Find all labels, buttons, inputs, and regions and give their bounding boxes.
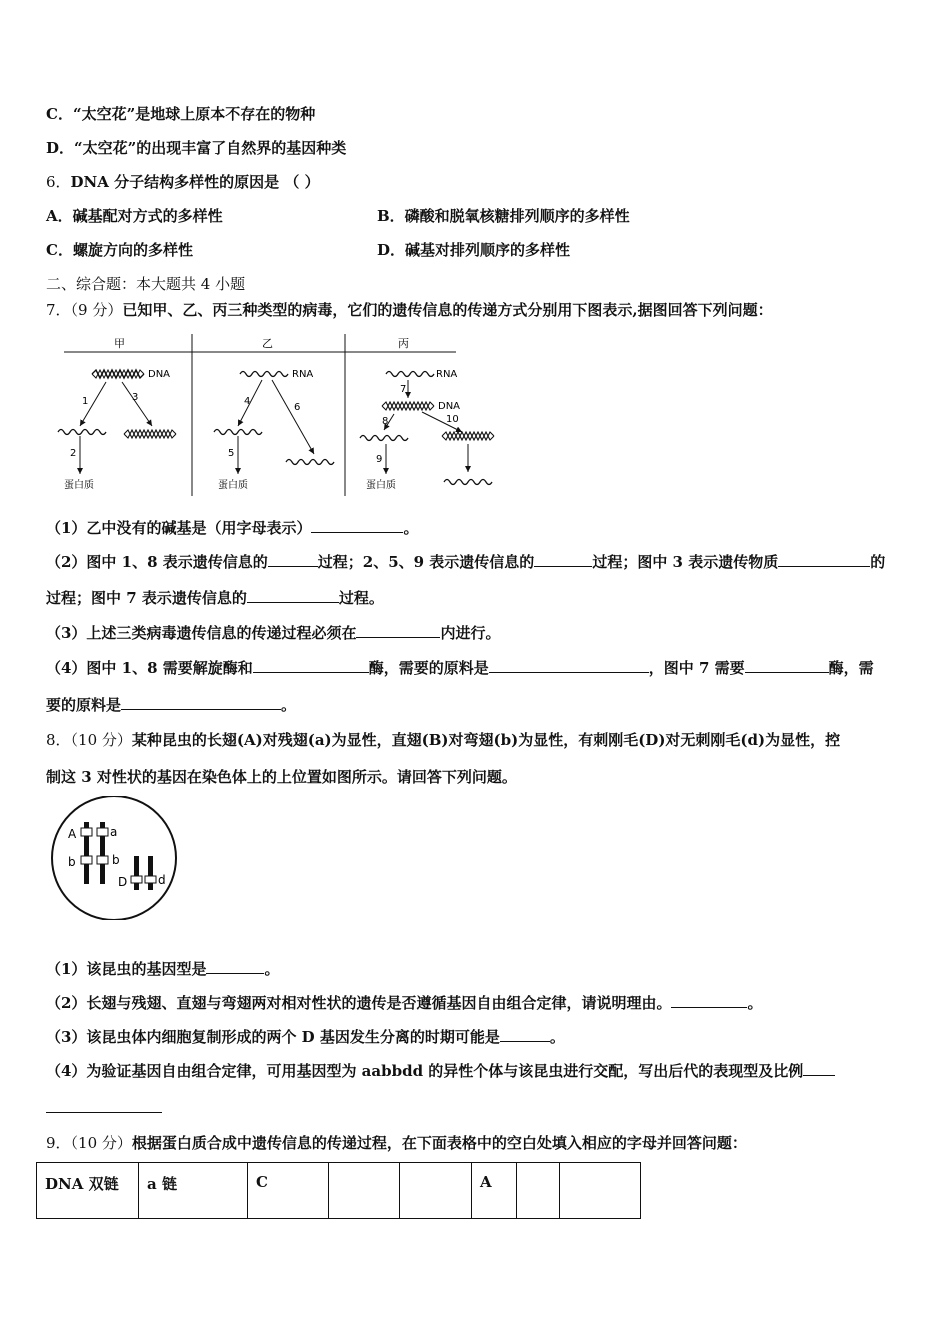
gene-b-right: b: [112, 853, 120, 867]
q7-sub-4: （4）图中 1、8 需要解旋酶和 酶，需要的原料是 ，图中 7 需要 酶，需: [46, 659, 874, 677]
jia-protein-label: 蛋白质: [64, 480, 94, 491]
yi-arrow-6: [272, 380, 314, 454]
q8-number: 8．: [46, 731, 71, 749]
q8-stem: 8．（10 分）某种昆虫的长翅(A)对残翅(a)为显性，直翅(B)对弯翅(b)为显性，有刺刚毛(D)对无刺刚毛(d)为显性，控: [46, 731, 841, 749]
table-cell: A: [472, 1163, 517, 1219]
bing-dna-strand: [382, 402, 434, 410]
q5-option-d: D．“太空花”的出现丰富了自然界的基因种类: [46, 139, 347, 157]
answer-blank[interactable]: [803, 1061, 835, 1076]
q6-option-d: D．碱基对排列顺序的多样性: [377, 241, 571, 259]
bing-rna-copy: [444, 480, 492, 485]
answer-blank-cont[interactable]: [46, 1098, 162, 1113]
chromosome-4: [148, 856, 153, 890]
table-row: [37, 1163, 641, 1219]
table-cell: a 链: [139, 1163, 248, 1219]
col-label-bing: 丙: [398, 337, 409, 350]
q9-stem: 9．（10 分）根据蛋白质合成中遗传信息的传递过程，在下面表格中的空白处填入相应的字母并回答问题：: [46, 1134, 747, 1152]
answer-blank[interactable]: [745, 658, 829, 673]
q9-table: [36, 1162, 641, 1219]
table-cell: C: [248, 1163, 329, 1219]
q7-sub-2: （2）图中 1、8 表示遗传信息的 过程；2、5、9 表示遗传信息的 过程；图中 3 表示遗传物质 的: [46, 553, 886, 571]
answer-blank[interactable]: [489, 658, 649, 673]
q7-virus-diagram: [50, 330, 500, 500]
answer-blank[interactable]: [356, 623, 440, 638]
q8-stem-cont: 制这 3 对性状的基因在染色体上的上位置如图所示。请回答下列问题。: [46, 768, 517, 786]
yi-num-4: 4: [244, 396, 251, 407]
chromosome-3: [134, 856, 139, 890]
bing-num-9: 9: [376, 454, 383, 465]
q6-option-a: A．碱基配对方式的多样性: [46, 207, 223, 225]
yi-num-5: 5: [228, 448, 235, 459]
yi-rna-copy: [286, 460, 334, 465]
section-heading: 二、综合题：本大题共 4 小题: [46, 275, 246, 293]
answer-blank[interactable]: [206, 959, 264, 974]
bing-rna-label: RNA: [436, 369, 458, 380]
bing-num-7: 7: [400, 384, 407, 395]
answer-blank[interactable]: [268, 552, 318, 567]
table-cell: DNA 双链: [37, 1163, 139, 1219]
bing-num-8: 8: [382, 416, 389, 427]
bing-rna-strand: [386, 372, 434, 377]
q5-option-c: C．“太空花”是地球上原本不存在的物种: [46, 105, 316, 123]
q6-stem: [46, 171, 320, 192]
q7-score: （9 分）: [70, 301, 123, 319]
table-cell[interactable]: [329, 1163, 400, 1219]
table-cell[interactable]: [517, 1163, 560, 1219]
answer-blank[interactable]: [534, 552, 592, 567]
q6-number: 6．: [46, 173, 71, 191]
table-cell[interactable]: [560, 1163, 641, 1219]
q8-chromosome-figure: [48, 796, 182, 920]
jia-dna-copy: [124, 430, 176, 438]
answer-blank[interactable]: [253, 658, 369, 673]
yi-protein-label: 蛋白质: [218, 480, 248, 491]
q7-sub-2-cont: 过程；图中 7 表示遗传信息的 过程。: [46, 589, 384, 607]
jia-dna-label: DNA: [148, 369, 171, 380]
q8-sub-4: （4）为验证基因自由组合定律，可用基因型为 aabbdd 的异性个体与该昆虫进行交配，写出后代的表现型及比例: [46, 1060, 835, 1081]
gene-d: d: [158, 873, 166, 887]
q9-number: 9．: [46, 1134, 71, 1152]
q6-stem-text: DNA 分子结构多样性的原因是 （ ）: [70, 173, 320, 191]
bing-dna-label: DNA: [438, 401, 461, 412]
bing-mrna-strand: [360, 436, 408, 441]
q7-sub-1: （1）乙中没有的碱基是（用字母表示） 。: [46, 519, 419, 537]
jia-num-3: 3: [132, 392, 139, 403]
answer-blank[interactable]: [671, 993, 747, 1008]
gene-a: a: [110, 825, 118, 839]
jia-num-1: 1: [82, 396, 89, 407]
gene-A: A: [68, 827, 77, 841]
q6-option-b: B．磷酸和脱氧核糖排列顺序的多样性: [377, 207, 630, 225]
yi-num-6: 6: [294, 402, 301, 413]
jia-arrow-3: [122, 382, 152, 426]
answer-blank[interactable]: [121, 695, 281, 710]
answer-blank[interactable]: [311, 518, 403, 533]
answer-blank[interactable]: [500, 1027, 550, 1042]
q8-sub-3: （3）该昆虫体内细胞复制形成的两个 D 基因发生分离的时期可能是 。: [46, 1028, 565, 1046]
table-cell[interactable]: [400, 1163, 472, 1219]
bing-dna-copy: [442, 432, 494, 440]
bing-num-10: 10: [446, 414, 459, 425]
q7-sub-4-cont: 要的原料是 。: [46, 696, 297, 714]
gene-b-left: b: [68, 855, 76, 869]
yi-rna-label: RNA: [292, 369, 314, 380]
yi-mrna-strand: [214, 430, 262, 435]
jia-mrna-strand: [58, 430, 106, 435]
gene-D: D: [118, 875, 128, 889]
q7-sub-3: （3）上述三类病毒遗传信息的传递过程必须在 内进行。: [46, 624, 501, 642]
answer-blank[interactable]: [247, 588, 339, 603]
q9-score: （10 分）: [70, 1134, 132, 1152]
q8-score: （10 分）: [70, 731, 132, 749]
q7-stem-text: 已知甲、乙、丙三种类型的病毒，它们的遗传信息的传递方式分别用下图表示,据图回答下列问题：: [122, 301, 773, 319]
answer-blank[interactable]: [778, 552, 870, 567]
q7-number: 7．: [46, 301, 71, 319]
bing-protein-label: 蛋白质: [366, 480, 396, 491]
q6-option-c: C．螺旋方向的多样性: [46, 241, 193, 259]
col-label-yi: 乙: [262, 337, 273, 350]
q7-stem: [46, 299, 773, 320]
col-label-jia: 甲: [114, 337, 125, 350]
jia-num-2: 2: [70, 448, 77, 459]
q8-sub-1: （1）该昆虫的基因型是 。: [46, 960, 280, 978]
q8-sub-2: （2）长翅与残翅、直翅与弯翅两对相对性状的遗传是否遵循基因自由组合定律，请说明理由。 。: [46, 994, 763, 1012]
yi-rna-strand: [240, 372, 288, 377]
